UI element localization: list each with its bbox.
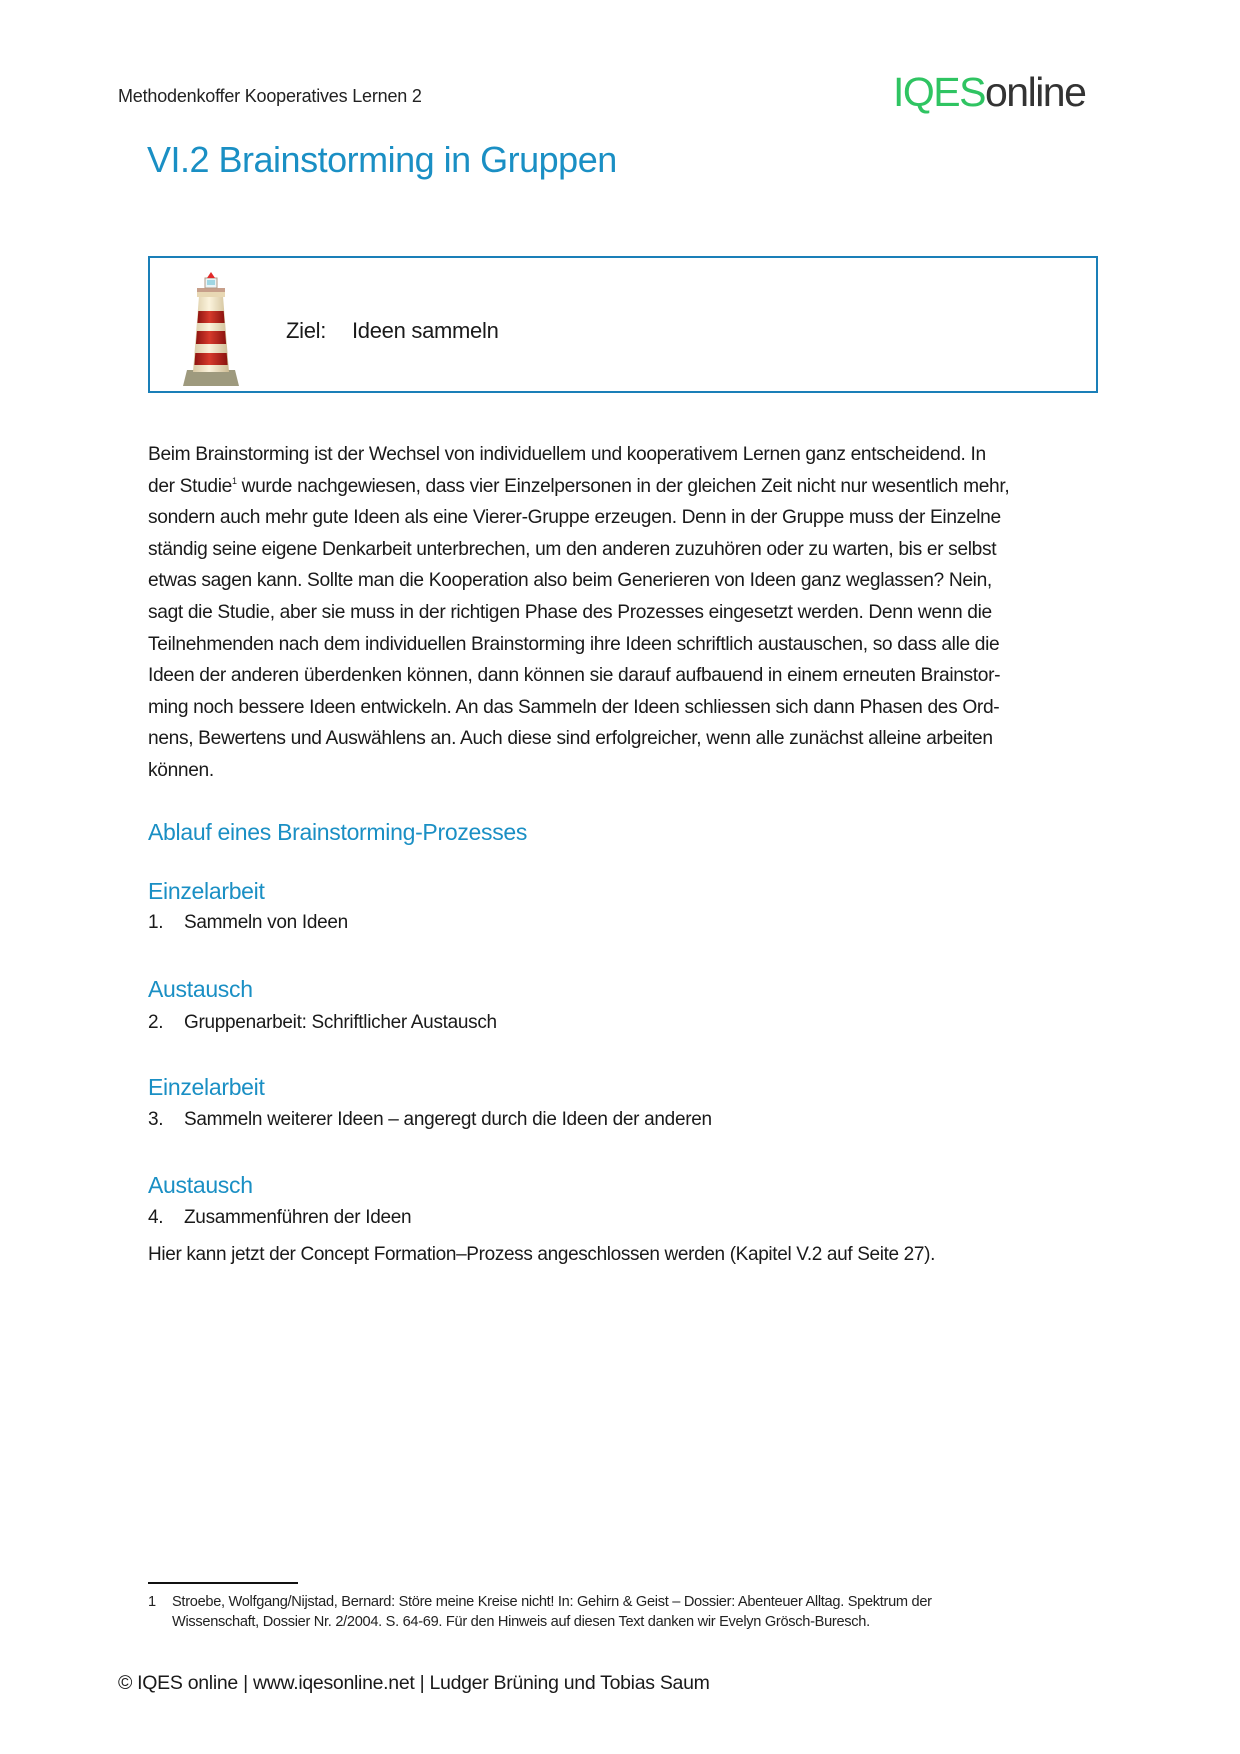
- logo-brand: IQES: [893, 69, 985, 115]
- intro-line: sondern auch mehr gute Ideen als eine Vierer-Gruppe erzeugen. Denn in der Gruppe muss der Einzelne: [148, 507, 1001, 529]
- step-number: 3.: [148, 1109, 164, 1130]
- step-number: 4.: [148, 1207, 164, 1228]
- logo-suffix: online: [984, 69, 1086, 115]
- intro-line: Teilnehmenden nach dem individuellen Brainstorming ihre Ideen schriftlich austauschen, so dass alle die: [148, 633, 1000, 655]
- goal-label: Ziel:: [286, 318, 327, 343]
- page-title: VI.2 Brainstorming in Gruppen: [147, 139, 617, 180]
- iqes-online-logo: [893, 69, 1086, 115]
- intro-line: nens, Bewertens und Auswählens an. Auch diese sind erfolgreicher, wenn alle zunächst alleine arbeiten: [148, 728, 993, 750]
- footnote-line: Stroebe, Wolfgang/Nijstad, Bernard: Störe meine Kreise nicht! In: Gehirn & Geist – Dossier: Abenteuer Alltag. Spektrum der: [172, 1594, 932, 1610]
- phase-heading: Einzelarbeit: [148, 1074, 265, 1100]
- page-footer: © IQES online | www.iqesonline.net | Ludger Brüning und Tobias Saum: [118, 1672, 710, 1694]
- intro-line-part: der Studie: [148, 475, 232, 497]
- intro-line: ming noch bessere Ideen entwickeln. An das Sammeln der Ideen schliessen sich dann Phasen des Ord-: [148, 696, 1000, 718]
- footnote-divider: [148, 1582, 298, 1584]
- step-number: 1.: [148, 912, 164, 933]
- phase-heading: Einzelarbeit: [148, 878, 265, 904]
- intro-line: etwas sagen kann. Sollte man die Kooperation also beim Generieren von Ideen ganz weglassen? Nein,: [148, 570, 992, 592]
- footnote-number: 1: [148, 1594, 156, 1610]
- step-text: Gruppenarbeit: Schriftlicher Austausch: [184, 1012, 497, 1033]
- step-text: Sammeln von Ideen: [184, 912, 348, 933]
- footnote: [148, 1592, 932, 1632]
- document-series-label: Methodenkoffer Kooperatives Lernen 2: [118, 86, 422, 106]
- footnote-reference[interactable]: 1: [231, 475, 237, 486]
- phase-heading: Austausch: [148, 1172, 253, 1198]
- intro-line: [148, 471, 1108, 503]
- lighthouse-icon: [172, 266, 250, 388]
- intro-line-part: wurde nachgewiesen, dass vier Einzelpersonen in der gleichen Zeit nicht nur wesentlich mehr,: [236, 475, 1010, 497]
- closing-note: Hier kann jetzt der Concept Formation–Prozess angeschlossen werden (Kapitel V.2 auf Seite 27).: [148, 1244, 936, 1265]
- goal-value: Ideen sammeln: [352, 318, 499, 343]
- intro-line: Ideen der anderen überdenken können, dann können sie darauf aufbauend in einem erneuten Brainstor-: [148, 665, 1001, 687]
- phase-step: [148, 1110, 712, 1129]
- intro-line: können.: [148, 759, 214, 781]
- process-heading: Ablauf eines Brainstorming-Prozesses: [148, 819, 528, 845]
- phase-step: [148, 913, 348, 932]
- intro-line: Beim Brainstorming ist der Wechsel von individuellem und kooperativem Lernen ganz entscheidend. In: [148, 444, 986, 465]
- goal-box: [148, 256, 1098, 393]
- phase-step: [148, 1013, 497, 1032]
- intro-paragraph: [148, 439, 1108, 787]
- phase-heading: Austausch: [148, 976, 253, 1002]
- intro-line: ständig seine eigene Denkarbeit unterbrechen, um den anderen zuzuhören oder zu warten, bis er selbst: [148, 538, 997, 560]
- step-text: Sammeln weiterer Ideen – angeregt durch die Ideen der anderen: [184, 1109, 712, 1130]
- footnote-line: Wissenschaft, Dossier Nr. 2/2004. S. 64-69. Für den Hinweis auf diesen Text danken wir Evelyn Grösch-Buresch.: [172, 1614, 870, 1630]
- intro-line: sagt die Studie, aber sie muss in der richtigen Phase des Prozesses eingesetzt werden. Denn wenn die: [148, 601, 992, 623]
- phase-step: [148, 1208, 411, 1227]
- step-number: 2.: [148, 1012, 164, 1033]
- step-text: Zusammenführen der Ideen: [184, 1207, 412, 1228]
